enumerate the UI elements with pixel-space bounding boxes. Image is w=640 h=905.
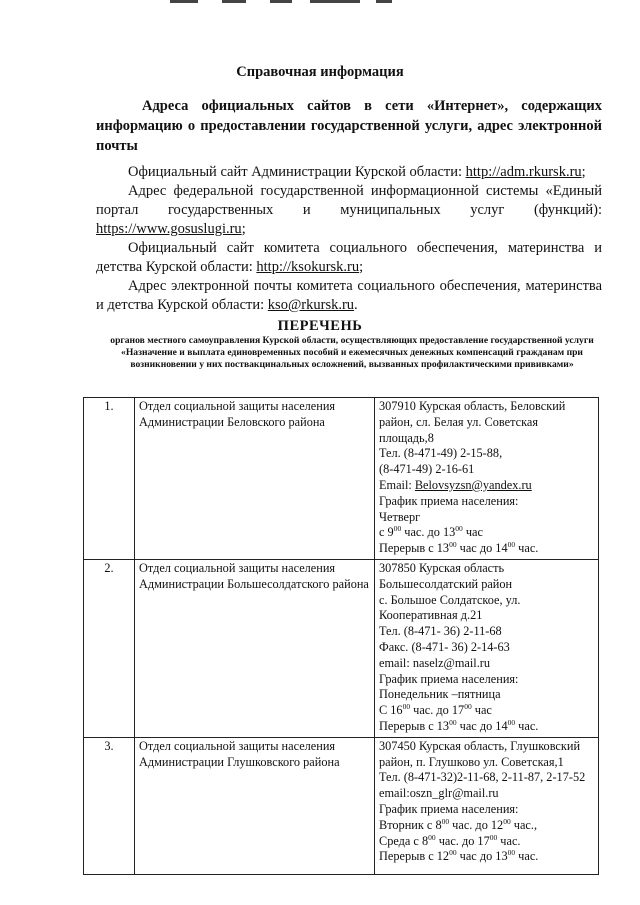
fax: Факс. (8-471- 36) 2-14-63 (379, 639, 510, 654)
scan-artifact (170, 0, 430, 6)
row-number: 3. (84, 737, 135, 874)
email-link[interactable]: Belovsyzsn@yandex.ru (414, 477, 532, 492)
address: 307910 Курская область, Беловский район, сл. Белая ул. Советская площадь,8 (379, 399, 566, 445)
schedule-break: Перерыв с $13^{00}$ час до $14^{00}$ час. (379, 540, 539, 556)
schedule-hours: С $16^{00}$ час. до $17^{00}$ час (379, 702, 492, 718)
info-line-gosuslugi: Адрес федеральной государственной информационной системы «Единый портал государственных и муниципальных услуг (функций): https://www.gosuslugi.ru; (96, 183, 602, 237)
info-line-committee-email: Адрес электронной почты комитета социального обеспечения, материнства и детства Курской области: kso@rkursk.ru. (96, 278, 602, 313)
department-contacts (375, 559, 599, 737)
schedule-days: Четверг (379, 509, 421, 524)
email-line: email: naselz@mail.ru (379, 655, 491, 670)
address: 307850 Курская область Большесолдатский район (379, 560, 513, 591)
page-title: Справочная информация (236, 64, 404, 80)
email-line: email:oszn_glr@mail.ru (379, 786, 499, 801)
schedule-break: Перерыв с $12^{00}$ час до $13^{00}$ час. (379, 848, 539, 864)
email-line: Email: Belovsyzsn@yandex.ru (379, 477, 532, 492)
info-block (96, 163, 602, 315)
email-link[interactable]: oszn_glr@mail.ru (409, 786, 499, 801)
department-contacts (375, 737, 599, 874)
phone: Тел. (8-471- 36) 2-11-68 (379, 624, 502, 639)
schedule-hours: Среда с $8^{00}$ час. до $17^{00}$ час. (379, 832, 521, 848)
row-number: 2. (84, 559, 135, 737)
department-name: Отдел социальной защиты населения Администрации Беловского района (135, 398, 375, 560)
list-description: органов местного самоуправления Курской области, осуществляющих предоставление государственной услуги «Назначение и выплата единовременных пособий и ежемесячных денежных компенсаций гражданам при возникновении у них поствакцинальных осложнений, вызванных профилактическими прививками» (110, 335, 594, 371)
table-row (84, 398, 599, 560)
phone: Тел. (8-471-32)2-11-68, 2-11-87, 2-17-52 (379, 770, 586, 785)
department-contacts (375, 398, 599, 560)
department-name: Отдел социальной защиты населения Администрации Глушковского района (135, 737, 375, 874)
gosuslugi-link[interactable]: https://www.gosuslugi.ru (96, 221, 242, 237)
schedule-days: Понедельник –пятница (379, 687, 501, 702)
committee-email-link[interactable]: kso@rkursk.ru (267, 297, 355, 313)
info-line-admin-site: Официальный сайт Администрации Курской области: http://adm.rkursk.ru; (128, 164, 586, 180)
list-title: ПЕРЕЧЕНЬ (277, 318, 363, 334)
address: 307450 Курская область, Глушковский район, п. Глушково ул. Советская,1 (379, 738, 581, 769)
schedule-label: График приема населения: (379, 801, 519, 816)
schedule-label: График приема населения: (379, 493, 519, 508)
address: с. Большое Солдатское, ул. Кооперативная д.21 (379, 592, 521, 623)
email-link[interactable]: naselz@mail.ru (412, 655, 491, 670)
table-row (84, 737, 599, 874)
section-heading: Адреса официальных сайтов в сети «Интернет», содержащих информацию о предоставлении государственной услуги, адрес электронной почты (96, 98, 602, 154)
department-name: Отдел социальной защиты населения Администрации Большесолдатского района (135, 559, 375, 737)
info-line-committee-site: Официальный сайт комитета социального обеспечения, материнства и детства Курской области: http://ksokursk.ru; (96, 240, 602, 275)
committee-site-link[interactable]: http://ksokursk.ru (256, 259, 360, 275)
table-row (84, 559, 599, 737)
schedule-label: График приема населения: (379, 671, 519, 686)
row-number: 1. (84, 398, 135, 560)
phone: Тел. (8-471-49) 2-15-88, (379, 446, 503, 461)
schedule-hours: Вторник с $8^{00}$ час. до $12^{00}$ час., (379, 816, 538, 832)
schedule-hours: с $9^{00}$ час. до $13^{00}$ час (379, 524, 483, 540)
schedule-break: Перерыв с $13^{00}$ час до $14^{00}$ час. (379, 717, 539, 733)
phone: (8-471-49) 2-16-61 (379, 462, 475, 477)
departments-table (83, 397, 599, 875)
admin-site-link[interactable]: http://adm.rkursk.ru (465, 164, 582, 180)
